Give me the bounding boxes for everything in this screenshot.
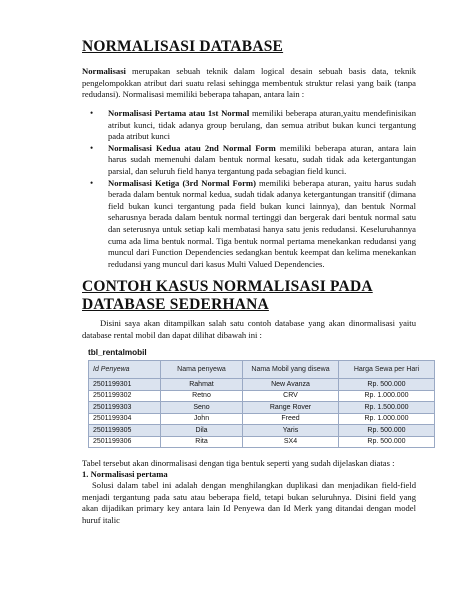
table-cell: Rita bbox=[161, 436, 243, 448]
list-item-text: memiliki beberapa aturan, yaitu harus sudah berada dalam bentuk normal kedua, sudah tidak adanya ketergantungan transitif (dimana field bukan kunci tergantung pada field bukan kunci lainnya), dan bentuk Normal seharusnya berada dalam bentuk normal tertinggi dan bergerak dari bentuk normal satu dan seterusnya untuk setiap kali membatasi hanya satu jenis redudansi. Keseluruhannya cuma ada lima bentuk normal. Tiga bentuk normal pertama menekankan redudansi yang muncul dari Function Dependencies sedangkan bentuk keempat dan kelima menekankan redudansi yang muncul dari kasus Multi Valued Dependencies. bbox=[108, 177, 416, 269]
list-item-text: memiliki beberapa aturan, antara lain harus sudah memenuhi dalam bentuk normal kesatu, sudah tidak ada ketergantungan parsial, dan seluruh field hanya tergantung pada sebagian field kunci. bbox=[108, 142, 416, 176]
list-item-term: Normalisasi Ketiga (3rd Normal Form) bbox=[108, 177, 256, 188]
table-cell: Range Rover bbox=[243, 402, 339, 414]
list-item-term: Normalisasi Pertama atau 1st Normal bbox=[108, 108, 250, 118]
page-title: NORMALISASI DATABASE bbox=[82, 38, 284, 55]
table-cell: John bbox=[161, 413, 243, 425]
after-table-paragraph: Tabel tersebut akan dinormalisasi dengan tiga bentuk seperti yang sudah dijelaskan diatas : bbox=[82, 458, 395, 468]
table-cell: 2501199303 bbox=[89, 402, 161, 414]
table-cell: New Avanza bbox=[243, 379, 339, 391]
table-cell: Freed bbox=[243, 413, 339, 425]
step1-heading: 1. Normalisasi pertama bbox=[82, 469, 168, 479]
table-row bbox=[89, 436, 435, 448]
list-item-text: memiliki beberapa aturan,yaitu mendefinisikan atribut kunci, tidak adanya group berulang, dan semua atribut bukan kunci tergantung pada atribut kunci bbox=[108, 108, 417, 142]
table-cell: Rp. 500.000 bbox=[339, 436, 435, 448]
table-cell: Seno bbox=[161, 402, 243, 414]
bullet-icon: • bbox=[90, 108, 94, 118]
table-cell: Retno bbox=[161, 390, 243, 402]
table-cell: 2501199306 bbox=[89, 436, 161, 448]
table-cell: Dila bbox=[161, 425, 243, 437]
table-row bbox=[89, 413, 435, 425]
column-header: Nama Mobil yang disewa bbox=[243, 361, 339, 379]
list-item bbox=[82, 108, 416, 143]
table-row bbox=[89, 390, 435, 402]
table-cell: 2501199305 bbox=[89, 425, 161, 437]
step1-paragraph: Solusi dalam tabel ini adalah dengan menghilangkan duplikasi dan menjadikan field-field menjadi tergantung pada satu atau beberapa field, tetapi bukan seluruhnya. Disini field yang akan dijadikan primary key antara lain Id Penyewa dan Id Merk yang ditandai dengan model huruf italic bbox=[82, 480, 416, 525]
table-cell: Rp. 500.000 bbox=[339, 379, 435, 391]
table-row bbox=[89, 402, 435, 414]
normal-forms-list bbox=[82, 108, 416, 270]
table-cell: Rp. 1.000.000 bbox=[339, 413, 435, 425]
table-cell: Rp. 1.000.000 bbox=[339, 390, 435, 402]
list-item-term: Normalisasi Kedua atau 2nd Normal Form bbox=[108, 142, 276, 153]
example-intro-paragraph: Disini saya akan ditampilkan salah satu contoh database yang akan dinormalisasi yaitu database rental mobil dan dapat dilihat dibawah ini : bbox=[82, 318, 416, 340]
column-header: Id Penyewa bbox=[89, 361, 161, 379]
column-header: Harga Sewa per Hari bbox=[339, 361, 435, 379]
table-row bbox=[89, 425, 435, 437]
table-header-row bbox=[89, 361, 435, 379]
table-cell: Rp. 500.000 bbox=[339, 425, 435, 437]
table-cell: Rp. 1.500.000 bbox=[339, 402, 435, 414]
table-cell: Rahmat bbox=[161, 379, 243, 391]
intro-paragraph bbox=[82, 66, 416, 101]
intro-term: Normalisasi bbox=[82, 66, 126, 76]
bullet-icon: • bbox=[90, 142, 94, 153]
table-cell: SX4 bbox=[243, 436, 339, 448]
table-cell: 2501199304 bbox=[89, 413, 161, 425]
table-cell: 2501199302 bbox=[89, 390, 161, 402]
rental-table bbox=[88, 360, 435, 448]
bullet-icon: • bbox=[90, 177, 94, 188]
table-cell: CRV bbox=[243, 390, 339, 402]
list-item bbox=[82, 143, 416, 178]
table-row bbox=[89, 379, 435, 391]
intro-text: merupakan sebuah teknik dalam logical desain sebuah basis data, teknik pengelompokkan atribut dari suatu relasi sehingga membentuk struktur relasi yang baik (tanpa redudansi). Normalisasi memiliki beberapa tahapan, antara lain : bbox=[82, 66, 416, 100]
column-header: Nama penyewa bbox=[161, 361, 243, 379]
section-title: CONTOH KASUS NORMALISASI PADA DATABASE SEDERHANA bbox=[82, 278, 373, 313]
table-cell: Yaris bbox=[243, 425, 339, 437]
list-item bbox=[82, 178, 416, 271]
table-caption: tbl_rentalmobil bbox=[88, 348, 147, 357]
table-cell: 2501199301 bbox=[89, 379, 161, 391]
